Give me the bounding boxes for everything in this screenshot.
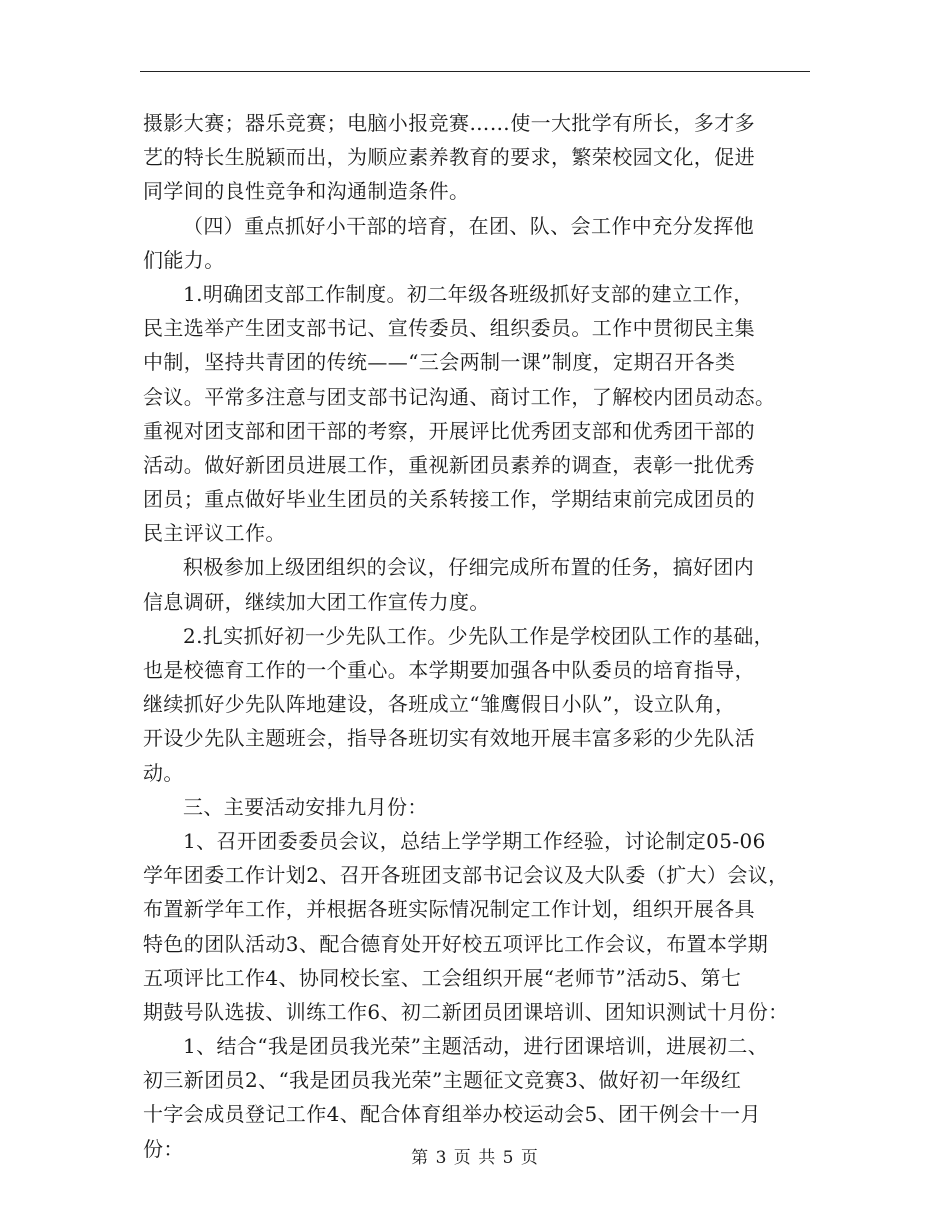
text-line: （四）重点抓好小干部的培育，在团、队、会工作中充分发挥他 <box>183 213 755 238</box>
text-line: 三、主要活动安排九月份： <box>183 794 428 819</box>
text-line: 活动。做好新团员进展工作，重视新团员素养的调查，表彰一批优秀 <box>143 452 755 477</box>
text-line: 会议。平常多注意与团支部书记沟通、商讨工作，了解校内团员动态。 <box>143 384 776 409</box>
text-line: 信息调研，继续加大团工作宣传力度。 <box>143 589 490 614</box>
document-body <box>143 106 815 1166</box>
text-line: 开设少先队主题班会，指导各班切实有效地开展丰富多彩的少先队活 <box>143 726 755 751</box>
text-line: 动。 <box>143 760 184 785</box>
text-line: 份： <box>143 1136 184 1161</box>
text-line: 团员；重点做好毕业生团员的关系转接工作，学期结束前完成团员的 <box>143 487 755 512</box>
text-line: 民主选举产生团支部书记、宣传委员、组织委员。工作中贯彻民主集 <box>143 316 755 341</box>
text-line: 们能力。 <box>143 247 225 272</box>
text-line: 十字会成员登记工作4、配合体育组举办校运动会5、团干例会十一月 <box>143 1102 761 1127</box>
text-line: 期鼓号队选拔、训练工作6、初二新团员团课培训、团知识测试十月份： <box>143 999 789 1024</box>
text-line: 民主评议工作。 <box>143 521 286 546</box>
text-line: 1.明确团支部工作制度。初二年级各班级抓好支部的建立工作， <box>183 281 754 306</box>
page-number: 第 3 页 共 5 页 <box>411 1148 539 1168</box>
text-line: 艺的特长生脱颖而出，为顺应素养教育的要求，繁荣校园文化，促进 <box>143 145 755 170</box>
text-line: 也是校德育工作的一个重心。本学期要加强各中队委员的培育指导， <box>143 658 755 682</box>
text-line: 摄影大赛；器乐竞赛；电脑小报竞赛……使一大批学有所长，多才多 <box>143 111 755 135</box>
text-line: 初三新团员2、“我是团员我光荣”主题征文竞赛3、做好初一年级红 <box>143 1068 742 1093</box>
text-line: 2.扎实抓好初一少先队工作。少先队工作是学校团队工作的基础， <box>183 623 775 648</box>
header-divider <box>140 71 810 72</box>
text-line: 继续抓好少先队阵地建设，各班成立“雏鹰假日小队”，设立队角， <box>143 692 736 717</box>
text-line: 1、召开团委委员会议，总结上学学期工作经验，讨论制定05-06 <box>183 828 766 853</box>
text-line: 中制，坚持共青团的传统——“三会两制一课”制度，定期召开各类 <box>143 350 736 375</box>
text-line: 重视对团支部和团干部的考察，开展评比优秀团支部和优秀团干部的 <box>143 418 755 443</box>
text-line: 学年团委工作计划2、召开各班团支部书记会议及大队委（扩大）会议， <box>143 863 789 888</box>
text-line: 积极参加上级团组织的会议，仔细完成所布置的任务，搞好团内 <box>183 555 755 580</box>
text-line: 同学间的良性竞争和沟通制造条件。 <box>143 179 470 204</box>
text-line: 特色的团队活动3、配合德育处开好校五项评比工作会议，布置本学期 <box>143 931 769 956</box>
text-line: 布置新学年工作，并根据各班实际情况制定工作计划，组织开展各具 <box>143 897 755 922</box>
text-line: 五项评比工作4、协同校长室、工会组织开展“老师节”活动5、第七 <box>143 965 742 990</box>
text-line: 1、结合“我是团员我光荣”主题活动，进行团课培训，进展初二、 <box>183 1034 769 1059</box>
